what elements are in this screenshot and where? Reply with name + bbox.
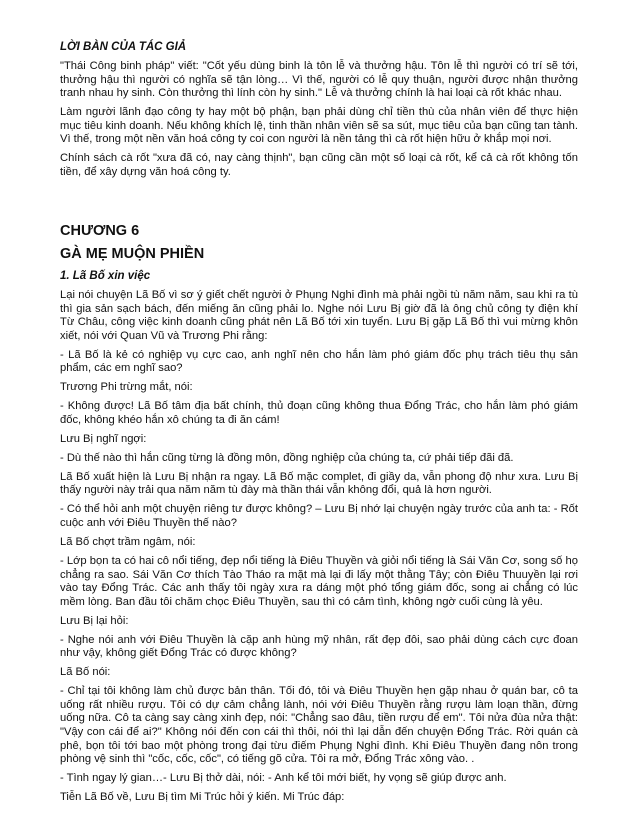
chapter-paragraph: Lưu Bị nghĩ ngợi: [60, 432, 147, 445]
chapter-paragraph: Tiễn Lã Bố về, Lưu Bị tìm Mi Trúc hỏi ý kiến. Mi Trúc đáp: [60, 791, 345, 804]
chapter-paragraph: - Chỉ tại tôi không làm chủ được bản thân. Tối đó, tôi và Điêu Thuyền hẹn gặp nhau ở quán bar, cô ta uống rất nhiều rượu. Tôi có dự cảm chẳng lành, nói với Điêu Thuyền rằng rượu làm loạn thần, đừng uống nữa. Cô ta càng say càng xinh đẹp, nói: "Chẳng sao đâu, tiền rượu để em". Tôi nửa đùa nửa thật: "Vậy con cái để ai?" Không nói đến con cái thì thôi, nói thì lại dẫn đến chuyện Đổng Trác. Rời quán cà phê, bọn tôi tới bao một phòng trong đại từu điếm Phụng Nghi đình. Khi Điêu Thuyền đang nôn trong phòng vệ sinh thì "cốc, cốc, cốc", có tiếng gõ cửa. Tôi ra mở, Đổng Trác xông vào. . [60, 685, 578, 766]
author-note-paragraph: Làm người lãnh đạo công ty hay một bộ phận, bạn phải dùng chỉ tiền thù của nhân viên để thực hiện mục tiêu kinh doanh. Nếu không khích lệ, tinh thần nhân viên sẽ sa sút, mục tiêu của bạn cũng tan tành. Vì thế, trong một nền văn hoá công ty coi con người là nền tảng thì cà rốt hiện hữu ở khắp mọi nơi. [60, 106, 578, 146]
section-spacer [60, 185, 578, 223]
author-note-paragraph: Chính sách cà rốt "xưa đã có, nay càng thịnh", bạn cũng cần một số loại cà rốt, kể cả cà rốt không tốn tiền, để xây dựng văn hoá công ty. [60, 152, 578, 178]
chapter-paragraph: - Dù thế nào thì hắn cũng từng là đồng môn, đồng nghiệp của chúng ta, cứ phải tiếp đãi đã. [60, 451, 514, 464]
chapter-paragraph: Lại nói chuyện Lã Bố vì sơ ý giết chết người ở Phụng Nghi đình mà phải ngồi tù năm năm, sau khi ra tù thì gia sản sạch bách, đến miếng ăn cũng phải lo. Nghe nói Lưu Bị giờ đã là ông chủ công ty điện khí Từ Châu, công việc kinh doanh cũng phát nên Lã Bố tới xin tuyển. Lưu Bị gặp Lã Bố thì vui mừng khôn xiết, nói với Quan Vũ và Trương Phi rằng: [60, 288, 578, 342]
chapter-paragraph: Lã Bố chợt trầm ngâm, nói: [60, 535, 196, 548]
author-note-paragraph: "Thái Công binh pháp" viết: "Cốt yếu dùng binh là tôn lễ và thưởng hậu. Tôn lễ thì người có trí sẽ tới, thưởng hậu thì người có nghĩa sẽ tận lòng… Vì thế, người có lễ quy thuận, người được nhận thưởng tranh nhau hy sinh. Còn thưởng thì lính còn hy sinh." Lễ và thưởng chính là hai loại cà rốt khác nhau. [60, 60, 578, 100]
chapter-paragraph: - Không được! Lã Bố tâm địa bất chính, thủ đoạn cũng không thua Đổng Trác, cho hắn làm phó giám đốc, không khéo hắn xô chúng ta đi ăn cám! [60, 400, 578, 426]
chapter-paragraph: - Tình ngay lý gian…- Lưu Bị thở dài, nói: - Anh kể tôi mới biết, hy vọng sẽ giúp được anh. [60, 772, 507, 785]
chapter-paragraph: - Lã Bố là kẻ có nghiệp vụ cực cao, anh nghĩ nên cho hắn làm phó giám đốc phụ trách tiêu thụ sản phẩm, các em nghĩ sao? [60, 348, 578, 375]
chapter-paragraph: Lã Bố nói: [60, 666, 111, 679]
chapter-paragraph: - Nghe nói anh với Điêu Thuyền là cặp anh hùng mỹ nhân, rất đẹp đôi, sao phải dùng cách cực đoan như vậy, không giết Đổng Trác có được không? [60, 633, 578, 660]
author-note-title: LỜI BÀN CỦA TÁC GIẢ [60, 41, 187, 53]
chapter-paragraph: Lưu Bị lại hỏi: [60, 614, 129, 627]
chapter-paragraph: Trương Phi trừng mắt, nói: [60, 381, 193, 394]
chapter-paragraph: - Lớp bọn ta có hai cô nổi tiếng, đẹp nổi tiếng là Điêu Thuyền và giỏi nổi tiếng là Sái Văn Cơ, song số họ chẳng ra sao. Sái Văn Cơ thích Tào Tháo ra mặt mà lại đi lấy một thằng Tây; còn Điêu Thuuyền lại rơi vào tay Đổng Trác. Các anh thấy tôi ngày xưa ra dáng một phó tổng giám đốc, song ai chẳng có lúc mềm lòng. Ban đầu tôi chăm chọc Điêu Thuyền, sau thì có cảm tình, không ngờ cuối cùng là yêu. [60, 554, 578, 608]
section-title: 1. Lã Bố xin việc [60, 269, 151, 282]
chapter-paragraph: Lã Bố xuất hiện là Lưu Bị nhận ra ngay. Lã Bố mặc complet, đi giầy da, vẫn phong độ như xưa. Lưu Bị thấy người này trải qua năm năm tù đày mà thần thái vẫn không đổi, quả là hơn người. [60, 470, 578, 497]
chapter-title: GÀ MẸ MUỘN PHIỀN [60, 245, 205, 262]
chapter-paragraph: - Có thể hỏi anh một chuyện riêng tư được không? – Lưu Bị nhớ lại chuyện ngày trước của anh ta: - Rốt cuộc anh với Điêu Thuyền thế nào? [60, 503, 578, 529]
chapter-number: CHƯƠNG 6 [60, 222, 140, 239]
